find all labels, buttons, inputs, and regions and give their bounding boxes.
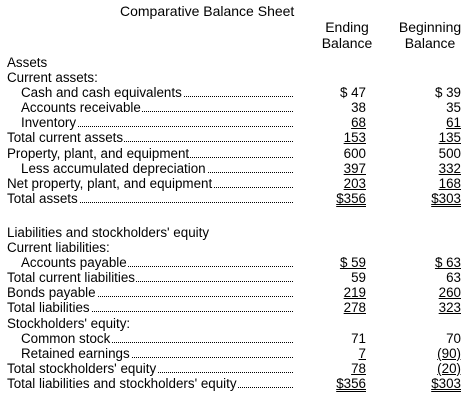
row-label-text: Less accumulated depreciation [21, 160, 206, 176]
value-beginning [392, 176, 461, 191]
value-ending-text: 7 [358, 345, 366, 361]
row-label-text: Inventory [21, 115, 77, 131]
table-row [0, 146, 474, 161]
row-label [7, 70, 99, 85]
value-ending [300, 361, 366, 376]
value-ending-text: 219 [343, 285, 366, 301]
column-header-beginning-line1: Beginning [398, 19, 462, 35]
row-label [7, 285, 293, 300]
table-row [0, 285, 474, 300]
value-beginning-text: 35 [446, 100, 461, 116]
value-beginning [392, 240, 461, 255]
row-label [21, 100, 293, 115]
row-label [7, 361, 293, 376]
value-beginning [392, 85, 461, 100]
value-ending-text: 153 [343, 130, 366, 146]
value-ending [300, 146, 366, 161]
value-ending [300, 331, 366, 346]
value-ending [300, 225, 366, 240]
value-beginning [392, 225, 461, 240]
value-beginning-text: 260 [438, 285, 461, 301]
value-beginning-text: 500 [438, 145, 461, 161]
row-label [7, 270, 293, 285]
value-ending [300, 70, 366, 85]
row-label-text: Current assets: [7, 70, 98, 86]
value-ending [300, 270, 366, 285]
table-row [0, 225, 474, 240]
row-label-text: Current liabilities: [7, 240, 110, 256]
value-ending-text: 397 [343, 160, 366, 176]
value-beginning [392, 361, 461, 376]
value-beginning-text: 61 [446, 115, 461, 131]
table-row [0, 55, 474, 70]
value-ending [300, 115, 366, 130]
value-beginning-text: $303 [431, 190, 461, 206]
row-label [21, 161, 293, 176]
row-label-text: Retained earnings [21, 345, 130, 361]
value-ending-text: 78 [351, 360, 366, 376]
row-label [7, 191, 293, 206]
row-label [21, 331, 293, 346]
value-beginning-text: (20) [437, 360, 461, 376]
table-row [0, 130, 474, 145]
column-header-beginning [394, 19, 466, 51]
value-beginning-text: $303 [431, 375, 461, 391]
value-beginning-text: 323 [438, 300, 461, 316]
value-ending-text: 278 [343, 300, 366, 316]
table-row [0, 346, 474, 361]
value-ending [300, 316, 366, 331]
value-beginning [392, 161, 461, 176]
value-beginning [392, 316, 461, 331]
row-label [7, 376, 293, 391]
value-beginning [392, 376, 461, 391]
row-label [7, 55, 48, 70]
row-label [21, 346, 293, 361]
row-label-text: Accounts payable [21, 255, 127, 271]
value-ending-text: 203 [343, 175, 366, 191]
value-ending [300, 130, 366, 145]
table-row [0, 191, 474, 206]
value-ending-text: $ 59 [339, 255, 366, 271]
value-beginning [392, 191, 461, 206]
row-label-text: Total liabilities [7, 300, 90, 316]
value-beginning [392, 100, 461, 115]
value-beginning [392, 346, 461, 361]
row-label-text: Total liabilities and stockholders' equity [7, 375, 237, 391]
value-beginning-text: (90) [437, 345, 461, 361]
value-beginning [392, 115, 461, 130]
value-ending-text: $356 [336, 375, 366, 391]
value-beginning [392, 55, 461, 70]
column-header-ending [316, 19, 378, 51]
value-beginning [392, 270, 461, 285]
balance-sheet-rows [0, 55, 474, 391]
value-beginning-text: 63 [446, 270, 461, 286]
value-ending [300, 161, 366, 176]
row-label [7, 225, 210, 240]
row-label-text: Common stock [21, 330, 111, 346]
value-ending-text: 600 [343, 145, 366, 161]
value-beginning [392, 285, 461, 300]
table-row [0, 255, 474, 270]
row-label-text: Liabilities and stockholders' equity [7, 224, 210, 240]
table-row [0, 300, 474, 315]
table-row [0, 240, 474, 255]
column-header-ending-line2: Balance [321, 35, 373, 51]
value-beginning-text: $ 39 [434, 85, 461, 101]
column-header-beginning-line2: Balance [404, 35, 456, 51]
row-spacer [0, 206, 474, 225]
row-label [7, 176, 293, 191]
table-row [0, 176, 474, 191]
value-beginning [392, 331, 461, 346]
row-label-text: Property, plant, and equipment [7, 145, 190, 161]
value-ending [300, 100, 366, 115]
row-label-text: Total current liabilities [7, 270, 136, 286]
row-label [7, 316, 131, 331]
value-ending [300, 285, 366, 300]
value-ending-text: $356 [336, 190, 366, 206]
table-row [0, 115, 474, 130]
value-beginning [392, 300, 461, 315]
table-row [0, 331, 474, 346]
row-label-text: Total stockholders' equity [7, 360, 157, 376]
sheet-title: Comparative Balance Sheet [120, 3, 295, 19]
value-ending [300, 300, 366, 315]
row-label [21, 85, 293, 100]
value-beginning-text: 70 [446, 330, 461, 346]
table-row [0, 100, 474, 115]
value-ending [300, 240, 366, 255]
value-ending [300, 346, 366, 361]
value-beginning [392, 130, 461, 145]
row-label-text: Total current assets [7, 130, 124, 146]
row-label [21, 255, 293, 270]
row-label [7, 130, 293, 145]
value-ending-text: 59 [351, 270, 366, 286]
value-ending-text: 71 [351, 330, 366, 346]
value-beginning-text: 168 [438, 175, 461, 191]
row-label-text: Assets [7, 55, 48, 70]
table-row [0, 70, 474, 85]
value-beginning [392, 70, 461, 85]
value-ending [300, 176, 366, 191]
row-label-text: Cash and cash equivalents [21, 85, 182, 101]
row-label [7, 146, 293, 161]
table-row [0, 161, 474, 176]
table-row [0, 270, 474, 285]
value-beginning [392, 255, 461, 270]
value-ending [300, 55, 366, 70]
table-row [0, 316, 474, 331]
value-ending [300, 376, 366, 391]
table-row [0, 85, 474, 100]
value-ending-text: 38 [351, 100, 366, 116]
row-label-text: Total assets [7, 190, 78, 206]
value-ending [300, 85, 366, 100]
row-label [7, 240, 111, 255]
value-beginning-text: 332 [438, 160, 461, 176]
row-label [21, 115, 293, 130]
table-row [0, 361, 474, 376]
table-row [0, 376, 474, 391]
value-beginning [392, 146, 461, 161]
value-ending-text: 68 [351, 115, 366, 131]
row-label-text: Stockholders' equity: [7, 315, 131, 331]
row-label [7, 300, 293, 315]
value-ending [300, 191, 366, 206]
value-ending [300, 255, 366, 270]
row-label-text: Accounts receivable [21, 100, 141, 116]
value-ending-text: $ 47 [339, 85, 366, 101]
value-beginning-text: 135 [438, 130, 461, 146]
row-label-text: Bonds payable [7, 285, 96, 301]
column-header-ending-line1: Ending [325, 19, 369, 35]
row-label-text: Net property, plant, and equipment [7, 175, 213, 191]
value-beginning-text: $ 63 [434, 255, 461, 271]
